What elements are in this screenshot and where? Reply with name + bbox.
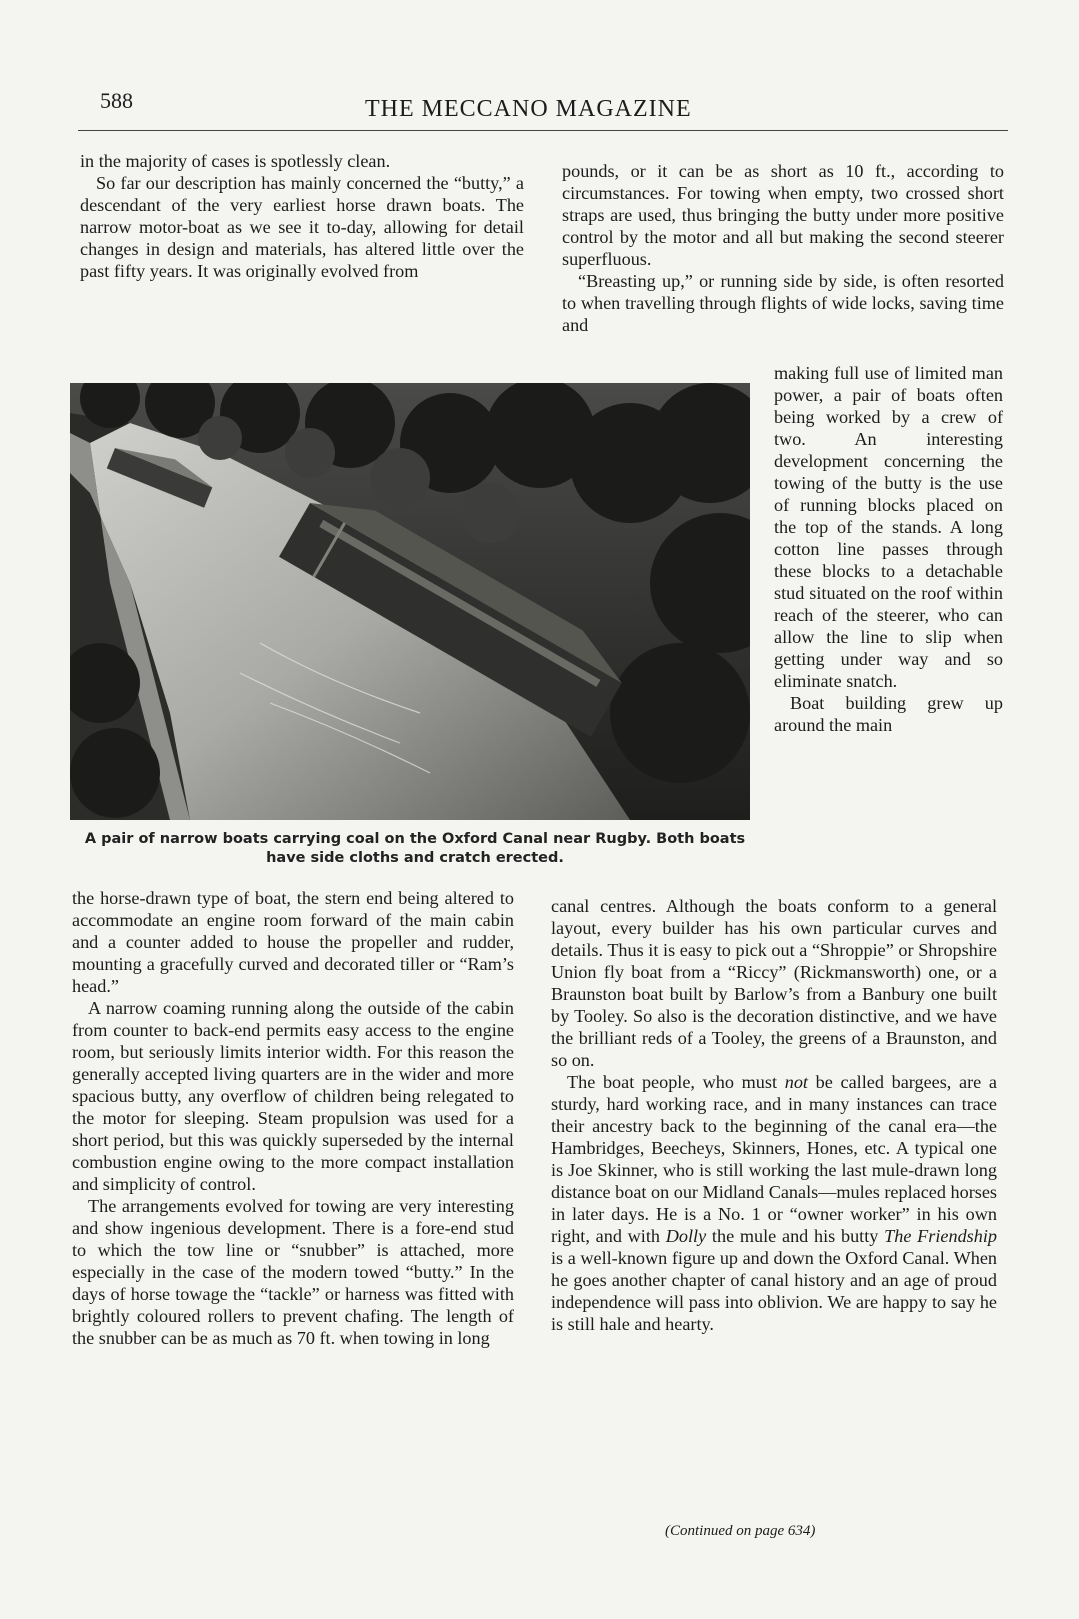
right-column-bottom [551, 895, 997, 1335]
paragraph: “Breasting up,” or running side by side, is often resorted to when travelling through flights of wide locks, saving time and [562, 271, 1004, 335]
emphasis: Dolly [665, 1226, 707, 1246]
paragraph: the horse-drawn type of boat, the stern end being altered to accommodate an engine room forward of the main cabin and a counter added to house the propeller and rudder, mounting a gracefully curved and decorated tiller or “Ram’s head.” [72, 888, 514, 996]
caption-line-1: A pair of narrow boats carrying coal on the Oxford Canal near Rugby. Both boats [84, 831, 746, 847]
text-run: is a well-known figure up and down the Oxford Canal. When he goes another chapter of canal history and an age of proud independence will pass into oblivion. We are happy to say he is still hale and hearty. [551, 1248, 997, 1334]
emphasis: not [784, 1072, 808, 1092]
paragraph: making full use of limited man power, a pair of boats often being worked by a crew of two. An interesting development concerning the towing of the butty is the use of running blocks placed on the top of the stands. A long cotton line passes through these blocks to a detachable stud situated on the roof within reach of the steerer, who can allow the line to slip when getting under way and so eliminate snatch. [774, 363, 1003, 691]
paragraph: A narrow coaming running along the outside of the cabin from counter to back-end permits easy access to the engine room, but seriously limits interior width. For this reason the generally accepted living quarters are in the wider and more spacious butty, any overflow of children being relegated to the motor for sleeping. Steam propulsion was used for a short period, but this was quickly superseded by the internal combustion engine owing to the more compact installation and simplicity of control. [72, 998, 514, 1194]
paragraph: canal centres. Although the boats conform to a general layout, every builder has his own particular curves and details. Thus it is easy to pick out a “Shroppie” or Shropshire Union fly boat from a “Riccy” (Rickmansworth) one, or a Braunston boat built by Barlow’s from a Banbury one built by Tooley. So also is the decoration distinctive, and we have the brilliant reds of a Tooley, the greens of a Braunston, and so on. [551, 896, 997, 1070]
paragraph: Boat building grew up around the main [774, 693, 1003, 735]
paragraph [551, 1071, 997, 1335]
text-run: the mule and his butty [706, 1226, 885, 1246]
right-column-narrow [774, 362, 1003, 736]
magazine-title: THE MECCANO MAGAZINE [365, 96, 692, 122]
photo-canal-boats [70, 383, 750, 820]
canal-photo-illustration [70, 383, 750, 820]
paragraph: in the majority of cases is spotlessly clean. [80, 151, 391, 171]
text-run: The boat people, who must [567, 1072, 785, 1092]
continued-note: (Continued on page 634) [665, 1523, 816, 1539]
paragraph: pounds, or it can be as short as 10 ft., according to circumstances. For towing when empty, two crossed short straps are used, thus bringing the butty under more positive control by the motor and all but making the second steerer superfluous. [562, 161, 1004, 269]
caption-line-2: have side cloths and cratch erected. [266, 850, 564, 866]
header-rule [78, 130, 1008, 131]
left-column-bottom [72, 887, 514, 1349]
right-column-top [562, 160, 1004, 336]
emphasis: The Friendship [884, 1226, 997, 1246]
page-number: 588 [100, 88, 133, 113]
paragraph: The arrangements evolved for towing are very interesting and show ingenious development. There is a fore-end stud to which the tow line or “snubber” is attached, more especially in the case of the modern towed “butty.” In the days of horse towage the “tackle” or harness was fitted with brightly coloured rollers to prevent chafing. The length of the snubber can be as much as 70 ft. when towing in long [72, 1196, 514, 1348]
paragraph: So far our description has mainly concerned the “butty,” a descendant of the very earliest horse drawn boats. The narrow motor-boat as we see it to-day, allowing for detail changes in design and materials, has altered little over the past fifty years. It was originally evolved from [80, 173, 524, 281]
left-column-top [80, 150, 524, 282]
text-run: be called bargees, are a sturdy, hard working race, and in many instances can trace their ancestry back to the beginning of the canal era—the Hambridges, Beecheys, Skinners, Hones, etc. A typical one is Joe Skinner, who is still working the last mule-drawn long distance boat on our Midland Canals—mules replaced horses in later days. He is a No. 1 or “owner worker” in his own right, and with [551, 1072, 997, 1246]
photo-caption [70, 830, 760, 868]
